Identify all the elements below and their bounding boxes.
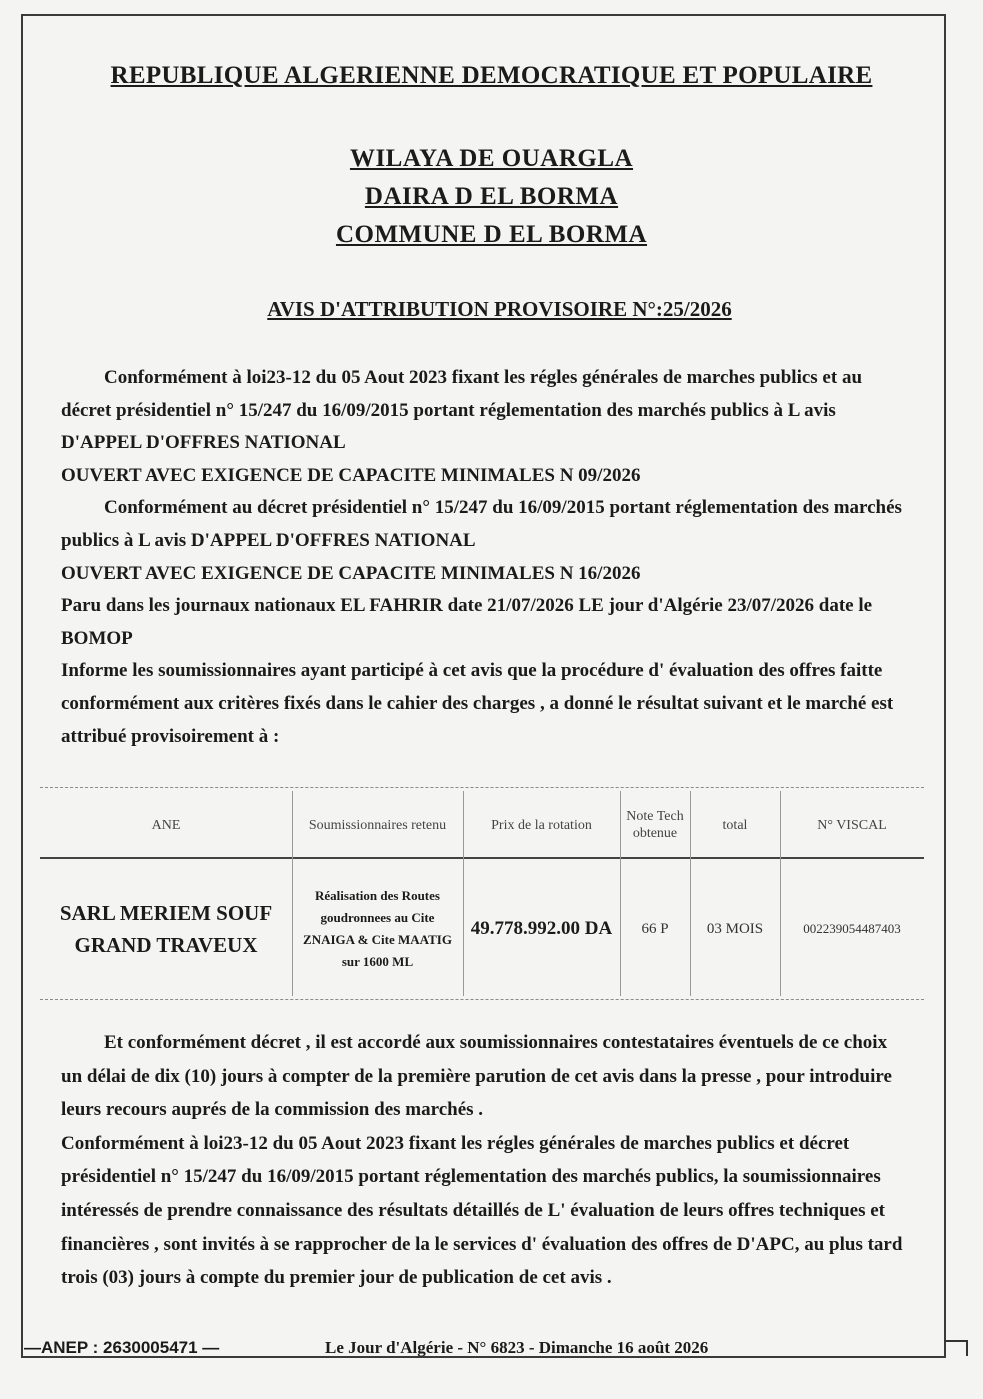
intro-text [61,362,909,753]
closing-line: Conformément à loi23-12 du 05 Aout 2023 fixant les régles générales de marches publics et décret présidentiel n° 15/247 du 16/09/2015 portant réglementation des marchés publics, la soumissionnaires intéressés de prendre connaissance des résultats détaillés de L' évaluation de leurs offres techniques et financières , sont invités à se rapprocher de la le services d' évaluation des offres de D'APC, au plus tard trois (03) jours à compte du premier jour de publication de cet avis . [61,1132,903,1289]
table-cell-soumissionnaire: Réalisation des Routes goudronnees au Cite ZNAIGA & Cite MAATIG sur 1600 ML [303,888,452,969]
intro-line: OUVERT AVEC EXIGENCE DE CAPACITE MINIMALES N 09/2026 [61,464,641,486]
journal-reference: Le Jour d'Algérie - N° 6823 - Dimanche 16 août 2026 [325,1338,709,1357]
column-header: Prix de la rotation [491,817,592,833]
corner-bracket [944,1340,968,1356]
anep-reference [24,1338,219,1368]
table-top-rule [40,787,924,788]
anep-number: ANEP : 2630005471 [41,1338,198,1357]
column-header: ANE [151,817,181,833]
table-bottom-rule [40,999,924,1000]
table-cell-note: 66 P [641,920,669,937]
intro-line: OUVERT AVEC EXIGENCE DE CAPACITE MINIMALES N 16/2026 [61,562,641,584]
intro-line: Paru dans les journaux nationaux EL FAHRIR date 21/07/2026 LE jour d'Algérie 23/07/2026 date le BOMOP [61,595,873,649]
column-header: N° VISCAL [817,817,887,833]
intro-line: Conformément à loi23-12 du 05 Aout 2023 fixant les régles générales de marches publics et au décret présidentiel n° 15/247 du 16/09/2015 portant réglementation des marchés publics à L avis D'APPEL D'OFFRES NATIONAL [61,367,863,454]
daira-heading: DAIRA D EL BORMA [364,183,619,210]
intro-line: Conformément au décret présidentiel n° 15/247 du 16/09/2015 portant réglementation des marchés publics à L avis D'APPEL D'OFFRES NATIONAL [61,497,902,551]
commune-heading: COMMUNE D EL BORMA [335,221,648,248]
footer-left-rule: — [24,1338,41,1357]
republic-heading: REPUBLIQUE ALGERIENNE DEMOCRATIQUE ET POPULAIRE [110,62,873,89]
intro-line: Informe les soumissionnaires ayant participé à cet avis que la procédure d' évaluation des offres faitte conformément aux critères fixés dans le cahier des charges , a donné le résultat suivant et le marché est attribué provisoirement à : [61,660,894,747]
avis-title: AVIS D'ATTRIBUTION PROVISOIRE N°:25/2026 [267,297,732,321]
table-header-rule [40,857,924,859]
column-header: total [722,817,748,833]
table-cell-company: SARL MERIEM SOUF GRAND TRAVEUX [59,901,273,957]
closing-text [61,1026,909,1295]
closing-line: Et conformément décret , il est accordé aux soumissionnaires contestataires éventuels de ce choix un délai de dix (10) jours à compter de la première parution de cet avis dans la presse , pour introduire leurs recours auprés de la commission des marchés . [61,1032,892,1121]
table-cell-prix: 49.778.992.00 DA [470,918,613,939]
footer-right-rule: — [197,1338,220,1357]
wilaya-heading: WILAYA DE OUARGLA [349,145,634,172]
column-header: Soumissionnaires retenu [308,817,447,833]
column-header: Note Tech obtenue [626,809,684,841]
table-cell-delai: 03 MOIS [706,920,764,937]
table-cell-nif: 002239054487403 [803,921,901,936]
